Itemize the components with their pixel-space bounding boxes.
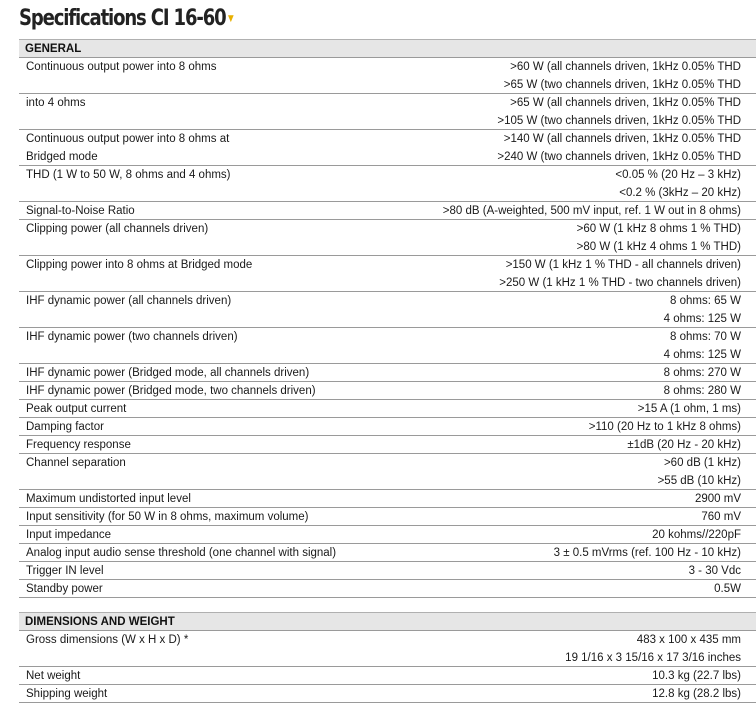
general-section-header: GENERAL xyxy=(19,39,756,57)
spec-label: IHF dynamic power (two channels driven) xyxy=(26,331,238,343)
spec-value: ±1dB (20 Hz - 20 kHz) xyxy=(627,439,741,451)
spec-row xyxy=(19,57,756,93)
spec-value: >250 W (1 kHz 1 % THD - two channels driven) xyxy=(499,277,741,289)
spec-value: >110 (20 Hz to 1 kHz 8 ohms) xyxy=(588,421,741,433)
spec-row xyxy=(19,129,756,165)
spec-label: Continuous output power into 8 ohms xyxy=(26,61,217,73)
spec-row xyxy=(19,417,756,435)
spec-label: IHF dynamic power (all channels driven) xyxy=(26,295,232,307)
spec-row xyxy=(19,579,756,597)
spec-row xyxy=(19,525,756,543)
spec-value: >65 W (two channels driven, 1kHz 0.05% THD xyxy=(503,79,741,91)
spec-label: Signal-to-Noise Ratio xyxy=(26,205,135,217)
spec-label: Analog input audio sense threshold (one channel with signal) xyxy=(26,547,337,559)
spec-row xyxy=(19,453,756,489)
spec-label: Gross dimensions (W x H x D) * xyxy=(26,634,189,646)
spec-label: Channel separation xyxy=(26,457,126,469)
spec-value: >55 dB (10 kHz) xyxy=(657,475,741,487)
spec-value: >240 W (two channels driven, 1kHz 0.05% THD xyxy=(497,151,741,163)
spec-label: Maximum undistorted input level xyxy=(26,493,191,505)
spec-value: >60 W (all channels driven, 1kHz 0.05% THD xyxy=(510,61,741,73)
section-bottom-rule xyxy=(19,702,756,703)
spec-label: Net weight xyxy=(26,670,81,682)
spec-row xyxy=(19,219,756,255)
spec-value: >15 A (1 ohm, 1 ms) xyxy=(637,403,741,415)
spec-value: 2900 mV xyxy=(694,493,741,505)
spec-row xyxy=(19,165,756,201)
spec-row xyxy=(19,666,756,684)
spec-row xyxy=(19,435,756,453)
spec-row xyxy=(19,507,756,525)
spec-value: 0.5W xyxy=(714,583,741,595)
spec-value: 19 1/16 x 3 15/16 x 17 3/16 inches xyxy=(565,652,741,664)
spec-label-continued: Bridged mode xyxy=(26,151,98,163)
spec-row xyxy=(19,201,756,219)
spec-row xyxy=(19,489,756,507)
spec-value: >60 dB (1 kHz) xyxy=(663,457,741,469)
spec-value: 760 mV xyxy=(701,511,741,523)
spec-label: Clipping power into 8 ohms at Bridged mode xyxy=(26,259,253,271)
spec-value: 20 kohms//220pF xyxy=(652,529,741,541)
spec-value: 8 ohms: 65 W xyxy=(670,295,741,307)
spec-label: IHF dynamic power (Bridged mode, two channels driven) xyxy=(26,385,316,397)
spec-label: Peak output current xyxy=(26,403,127,415)
spec-label: Frequency response xyxy=(26,439,131,451)
spec-value: <0.2 % (3kHz – 20 kHz) xyxy=(619,187,741,199)
spec-value: 4 ohms: 125 W xyxy=(663,313,741,325)
page-title: Specifications CI 16-60 ▼ xyxy=(19,6,234,31)
spec-label: into 4 ohms xyxy=(26,97,86,109)
down-triangle-icon: ▼ xyxy=(227,14,234,24)
spec-value: 8 ohms: 270 W xyxy=(663,367,741,379)
spec-row xyxy=(19,543,756,561)
spec-label: Continuous output power into 8 ohms at xyxy=(26,133,230,145)
spec-value: 8 ohms: 280 W xyxy=(663,385,741,397)
spec-row xyxy=(19,399,756,417)
section-bottom-rule xyxy=(19,597,756,598)
spec-row xyxy=(19,93,756,129)
spec-value: >80 dB (A-weighted, 500 mV input, ref. 1 W out in 8 ohms) xyxy=(442,205,741,217)
spec-value: 8 ohms: 70 W xyxy=(670,331,741,343)
spec-label: IHF dynamic power (Bridged mode, all channels driven) xyxy=(26,367,310,379)
spec-row xyxy=(19,291,756,327)
spec-row xyxy=(19,684,756,702)
spec-label: Clipping power (all channels driven) xyxy=(26,223,209,235)
spec-row xyxy=(19,363,756,381)
spec-row xyxy=(19,630,756,666)
spec-label: THD (1 W to 50 W, 8 ohms and 4 ohms) xyxy=(26,169,231,181)
spec-row xyxy=(19,327,756,363)
spec-value: >65 W (all channels driven, 1kHz 0.05% THD xyxy=(510,97,741,109)
spec-value: 12.8 kg (28.2 lbs) xyxy=(652,688,741,700)
spec-label: Input sensitivity (for 50 W in 8 ohms, maximum volume) xyxy=(26,511,309,523)
spec-value: 4 ohms: 125 W xyxy=(663,349,741,361)
spec-value: <0.05 % (20 Hz – 3 kHz) xyxy=(615,169,741,181)
spec-row xyxy=(19,381,756,399)
spec-value: >80 W (1 kHz 4 ohms 1 % THD) xyxy=(576,241,741,253)
spec-value: 3 ± 0.5 mVrms (ref. 100 Hz - 10 kHz) xyxy=(553,547,741,559)
spec-value: >150 W (1 kHz 1 % THD - all channels driven) xyxy=(505,259,741,271)
spec-row xyxy=(19,255,756,291)
spec-value: 483 x 100 x 435 mm xyxy=(636,634,741,646)
spec-label: Damping factor xyxy=(26,421,104,433)
spec-value: >140 W (all channels driven, 1kHz 0.05% THD xyxy=(503,133,741,145)
spec-value: >105 W (two channels driven, 1kHz 0.05% THD xyxy=(497,115,741,127)
spec-label: Input impedance xyxy=(26,529,112,541)
dimensions-section-header: DIMENSIONS AND WEIGHT xyxy=(19,612,756,630)
spec-value: 3 - 30 Vdc xyxy=(688,565,741,577)
spec-value: >60 W (1 kHz 8 ohms 1 % THD) xyxy=(576,223,741,235)
spec-value: 10.3 kg (22.7 lbs) xyxy=(652,670,741,682)
spec-label: Standby power xyxy=(26,583,103,595)
spec-label: Shipping weight xyxy=(26,688,108,700)
spec-row xyxy=(19,561,756,579)
spec-label: Trigger IN level xyxy=(26,565,104,577)
